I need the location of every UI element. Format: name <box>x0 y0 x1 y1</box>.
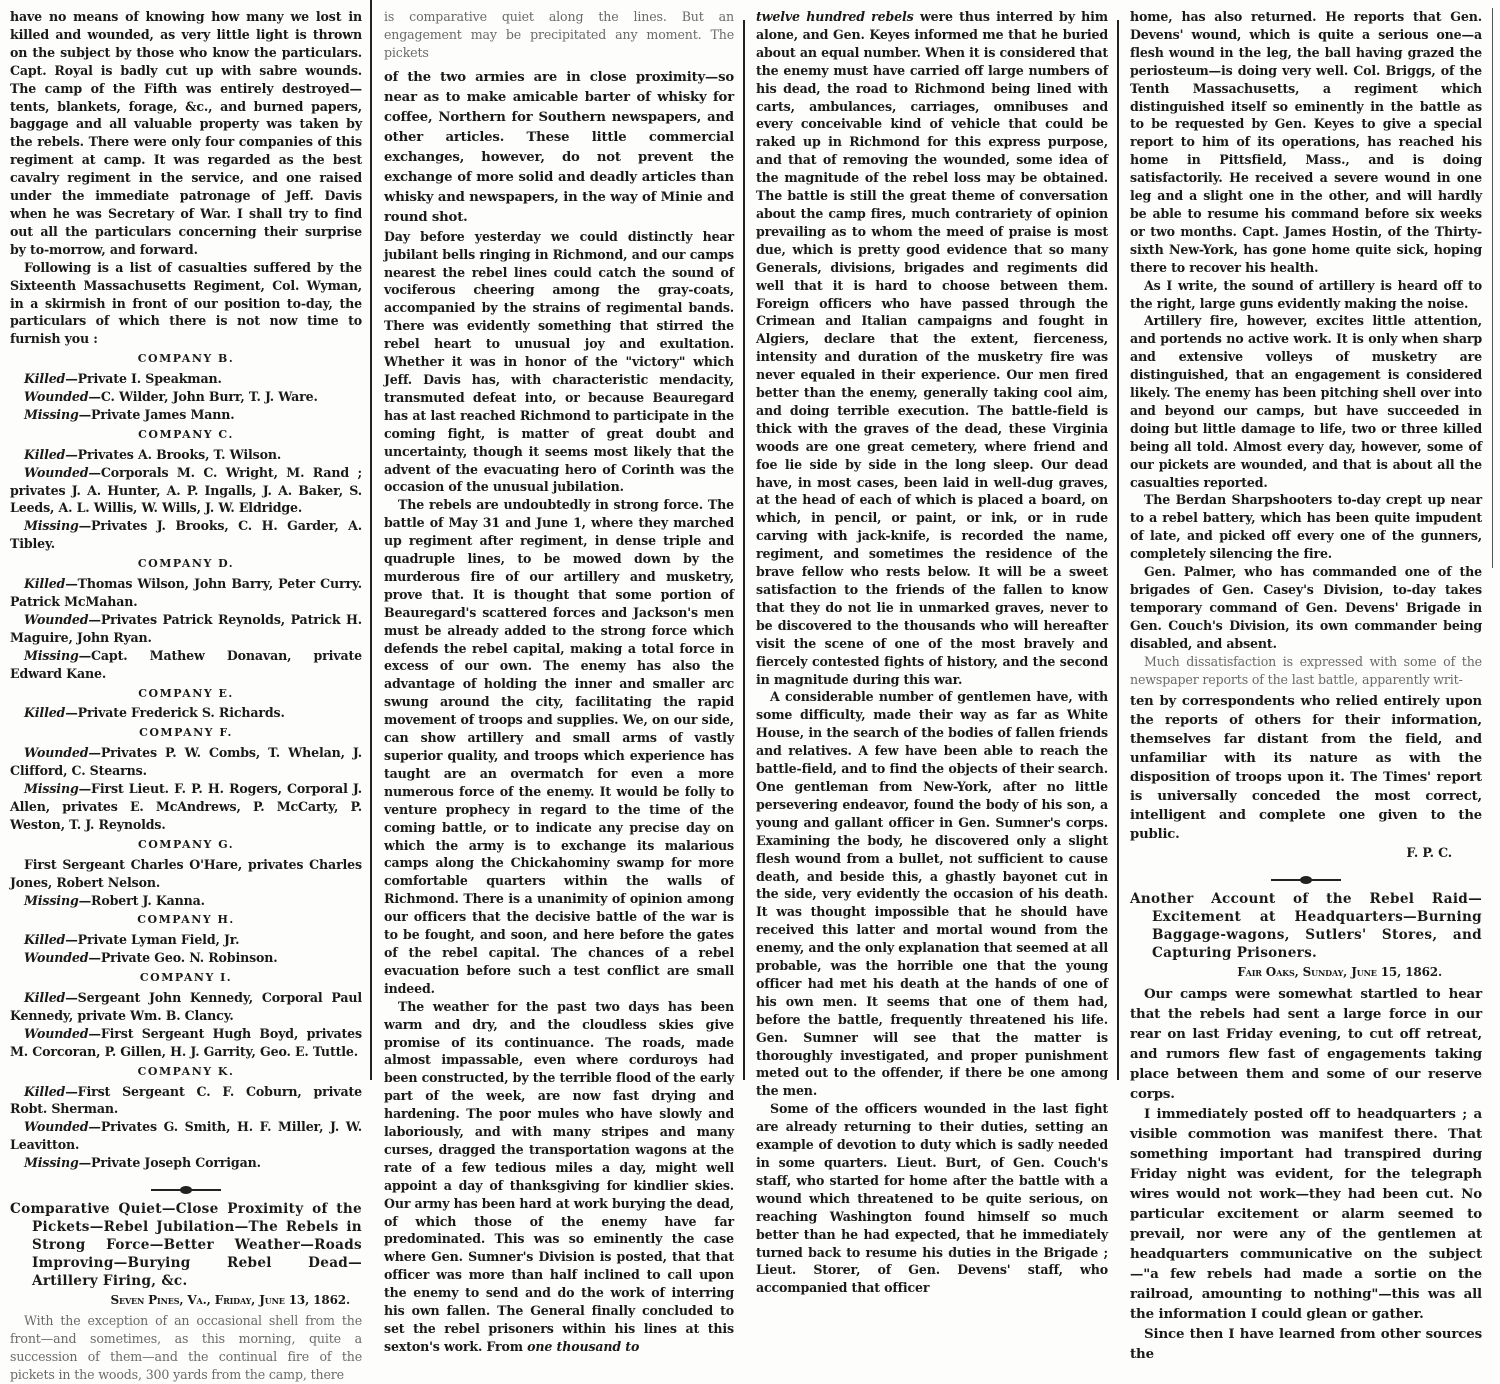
casualty-names: —C. Wilder, John Burr, T. J. Ware. <box>88 389 318 405</box>
casualty-label: Killed <box>24 990 66 1006</box>
paragraph: The Berdan Sharpshooters to-day crept up near to a rebel battery, which has been quite impudent of late, and picked off every one of the gunners, completely silencing the fire. <box>1130 492 1482 562</box>
casualty-entry <box>10 388 362 406</box>
paragraph: As I write, the sound of artillery is heard off to the right, large guns evidently making the noise. <box>1130 277 1482 311</box>
casualty-label: Missing <box>24 781 79 797</box>
casualty-label: Missing <box>24 647 79 663</box>
casualty-names: —Private James Mann. <box>78 406 235 422</box>
casualty-label: Killed <box>24 705 66 721</box>
casualty-names: —Corporals M. C. Wright, M. Rand ; privates J. A. Hunter, A. P. Ingalls, J. A. Baker, S. Leeds, A. L. Willis, W. Wills, J. W. Eldridge. <box>10 464 362 516</box>
casualty-entry <box>10 949 362 967</box>
paragraph: Gen. Palmer, who has commanded one of the brigades of Gen. Casey's Division, to-day takes temporary command of Gen. Devens' Brigade in Gen. Couch's Division, its own commander being disabled, and absent. <box>1130 564 1482 651</box>
casualty-label: Missing <box>24 892 79 908</box>
casualty-label: Wounded <box>24 1119 89 1135</box>
casualty-entry <box>10 575 362 611</box>
casualty-label: Killed <box>24 932 66 948</box>
casualty-label: Wounded <box>24 745 89 761</box>
casualty-entry <box>10 744 362 780</box>
casualty-entry <box>10 464 362 518</box>
casualty-names: —Private I. Speakman. <box>65 371 222 387</box>
casualty-entry <box>10 517 362 553</box>
paragraph: The rebels are undoubtedly in strong force. The battle of May 31 and June 1, where they marched up regiment after regiment, in dense triple and quadruple lines, to be mowed down by the murderous fire of our artillery and musketry, prove that. It is thought that some portion of Beauregard's scattered forces and Jackson's men must be already added to the strong force which defends the rebel capital, making a total force in excess of our own. The enemy has also the advantage of holding the inner and smaller arc swung around the city, facilitating the rapid movement of troops and supplies. We, on our side, can show artillery and small arms of vastly superior quality, and troops which experience has taught are an overmatch for even a more numerous force of the enemy. It would be folly to venture prophecy in regard to the time of the coming battle, or to indicate any precise day on which the army is to exchange its malarious camps along the Chickahominy swamp for more comfortable quarters within the walls of Richmond. There is a unanimity of opinion among our officers that the decisive battle of the war is to be fought, and soon, and here before the gates of the rebel capital. The chances of a rebel evacuation before such a test conflict are small indeed. <box>384 497 734 996</box>
paragraph: is comparative quiet along the lines. But an engagement may be precipitated any moment. The pickets <box>384 9 734 60</box>
casualty-entry <box>10 989 362 1025</box>
casualty-label: Missing <box>24 1155 79 1171</box>
casualty-label: Wounded <box>24 1025 89 1041</box>
casualty-label: Killed <box>24 1083 66 1099</box>
paragraph: of the two armies are in close proximity—so near as to make amicable barter of whisky for coffee, Northern for Southern newspapers, and other articles. These little commercial exchanges, however, do not prevent the exchange of more solid and deadly articles than whisky and newspapers, in the way of Minie and round shot. <box>384 69 734 225</box>
casualty-entry <box>10 446 362 464</box>
casualty-names: —Private Joseph Corrigan. <box>78 1155 261 1171</box>
casualty-names: —Private Lyman Field, Jr. <box>65 932 240 948</box>
column-3 <box>746 0 1118 1296</box>
casualty-names: —Privates G. Smith, H. F. Miller, J. W. Leavitton. <box>10 1119 362 1153</box>
casualty-entry <box>10 892 362 910</box>
paragraph: home, has also returned. He reports that Gen. Devens' wound, which is quite a serious one—a flesh wound in the leg, the ball having grazed the periosteum—is doing very well. Col. Briggs, of the Tenth Massachusetts, a regiment which distinguished itself so eminently in the battle as to be requested by Gen. Keyes to give a special report to him of its operations, has reached his home in Pittsfield, Mass., and is doing satisfactorily. He received a severe wound in one leg and a slight one in the other, and will hardly be able to resume his command before six weeks or two months. Capt. James Hostin, of the Thirty-sixth New-York, has gone home quite sick, hoping there to recover his health. <box>1130 9 1482 275</box>
dateline: Fair Oaks, Sunday, June 15, 1862. <box>1237 965 1442 980</box>
casualty-entry <box>10 704 362 722</box>
casualty-names: —Thomas Wilson, John Barry, Peter Curry. Patrick McMahan. <box>10 576 362 609</box>
paragraph <box>384 998 734 1356</box>
casualty-names: —First Sergeant C. F. Coburn, private Robt. Sherman. <box>10 1083 362 1117</box>
column-4 <box>1120 0 1492 1363</box>
casualty-label: Wounded <box>24 611 89 627</box>
separator-rule <box>1130 868 1482 886</box>
casualty-entry <box>10 780 362 834</box>
casualty-names: First Sergeant Charles O'Hare, privates Charles Jones, Robert Nelson. <box>10 856 362 890</box>
paragraph: Our camps were somewhat startled to hear that the rebels had sent a large force in our rear on last Friday evening, to cut off retreat, and rumors flew fast of engagements taking place between them and some of our reserve corps. <box>1130 986 1482 1103</box>
casualty-entry <box>10 931 362 949</box>
casualty-list <box>10 350 362 1172</box>
casualty-entry <box>10 1083 362 1119</box>
company-heading: COMPANY D. <box>137 557 235 571</box>
paragraph: Artillery fire, however, excites little attention, and portends no active work. It is only when sharp and extensive volleys of musketry are distinguished, that an engagement is considered likely. The enemy has been pitching shell over into and beyond our camps, but have succeeded in doing but little damage to life, two or three killed being all told. Almost every day, however, some of our pickets are wounded, and that is about all the casualties reported. <box>1130 313 1482 490</box>
casualty-names: —Privates P. W. Combs, T. Whelan, J. Clifford, C. Stearns. <box>10 745 362 779</box>
casualty-names: —Sergeant John Kennedy, Corporal Paul Kennedy, private Wm. B. Clancy. <box>10 990 362 1023</box>
casualty-names: —Privates A. Brooks, T. Wilson. <box>65 446 282 462</box>
company-heading: COMPANY K. <box>137 1064 235 1078</box>
column-rule <box>1492 8 1493 568</box>
column-1 <box>0 0 372 1382</box>
casualty-entry <box>10 406 362 424</box>
company-heading: COMPANY I. <box>139 971 233 985</box>
company-heading: COMPANY F. <box>139 726 233 740</box>
italic-text: twelve hundred rebels <box>756 9 914 24</box>
casualty-names: —Private Frederick S. Richards. <box>65 705 285 721</box>
casualty-entry <box>10 856 362 892</box>
article-headline: Another Account of the Rebel Raid—Excitement at Headquarters—Burning Baggage-wagons, Sutlers' Stores, and Capturing Prisoners. <box>1130 891 1482 962</box>
casualty-names: —Privates Patrick Reynolds, Patrick H. Maguire, John Ryan. <box>10 611 362 645</box>
separator-rule <box>10 1178 362 1196</box>
casualty-label: Missing <box>24 518 79 534</box>
column-2 <box>374 0 744 1354</box>
casualty-label: Wounded <box>24 389 89 405</box>
casualty-label: Killed <box>24 576 66 592</box>
casualty-names: —Private Geo. N. Robinson. <box>88 950 278 966</box>
casualty-entry <box>10 1154 362 1172</box>
company-heading: COMPANY H. <box>137 913 235 927</box>
casualty-names: —First Sergeant Hugh Boyd, privates M. Corcoran, P. Gillen, H. J. Garrity, Geo. E. Tuttle. <box>10 1025 362 1059</box>
dateline: Seven Pines, Va., Friday, June 13, 1862. <box>110 1293 350 1307</box>
casualty-entry <box>10 1025 362 1061</box>
paragraph: Following is a list of casualties suffered by the Sixteenth Massachusetts Regiment, Col. Wyman, in a skirmish in front of our position to-day, the particulars of which there is not now time to furnish you : <box>10 259 362 347</box>
casualty-entry <box>10 370 362 388</box>
casualty-label: Missing <box>24 406 79 422</box>
casualty-names: —Capt. Mathew Donavan, private Edward Kane. <box>10 647 362 681</box>
casualty-label: Killed <box>24 446 66 462</box>
casualty-names: —First Lieut. F. P. H. Rogers, Corporal J. Allen, privates E. McAndrews, P. McCarty, P. Weston, T. J. Reynolds. <box>10 781 362 832</box>
company-heading: COMPANY G. <box>137 837 235 851</box>
italic-text: one thousand to <box>527 1338 640 1354</box>
article-headline: Comparative Quiet—Close Proximity of the Pickets—Rebel Jubilation—The Rebels in Strong Force—Better Weather—Roads Improving—Burying Rebel Dead—Artillery Firing, &c. <box>10 1201 362 1289</box>
paragraph: A considerable number of gentlemen have, with some difficulty, made their way as far as White House, in the search of the bodies of fallen friends and relatives. A few have been able to reach the battle-field, and to find the objects of their search. One gentleman from New-York, after no little persevering endeavor, found the body of his son, a young and gallant officer in Gen. Sumner's corps. Examining the body, he discovered only a slight flesh wound from a bullet, not sufficient to cause death, and beside this, a ghastly bayonet cut in the side, very evidently the occasion of his death. It was thought impossible that he should have received this latter and mortal wound from the enemy, and the only explanation that seemed at all probable, was the horrible one that the young officer had met his death at the hands of one of his own men. It seems that one of them had, before the battle, frequently threatened his life. Gen. Sumner will see that the matter is thoroughly investigated, and proper punishment meted out to the offender, if there be one among the men. <box>756 689 1109 1099</box>
paragraph: Much dissatisfaction is expressed with some of the newspaper reports of the last battle, apparently writ- <box>1130 653 1482 687</box>
casualty-entry <box>10 1118 362 1154</box>
paragraph <box>756 8 1108 688</box>
company-heading: COMPANY C. <box>138 427 234 441</box>
company-heading: COMPANY E. <box>138 686 234 700</box>
casualty-label: Wounded <box>24 950 89 966</box>
casualty-entry <box>10 611 362 647</box>
casualty-names: —Privates J. Brooks, C. H. Garder, A. Tibley. <box>10 518 362 552</box>
casualty-label: Killed <box>24 371 66 387</box>
signature: F. P. C. <box>1406 845 1452 861</box>
paragraph: have no means of knowing how many we lost in killed and wounded, as very little light is thrown on the subject by those who know the particulars. Capt. Royal is badly cut up with sabre wounds. The camp of the Fifth was entirely destroyed—tents, blankets, forage, &c., and burned papers, baggage and all valuable property was taken by the rebels. There were only four companies of this regiment at camp. It was regarded as the best cavalry regiment in the service, and one raised under the immediate patronage of Jeff. Davis when he was Secretary of War. I shall try to find out all the particulars concerning their surprise by to-morrow, and forward. <box>10 9 362 257</box>
text: The weather for the past two days has been warm and dry, and the cloudless skies give promise of its continuance. The roads, made almost impassable, even where corduroys had been constructed, by the terrible flood of the early part of the week, are now fast drying and hardening. The poor mules who have slowly and laboriously, and with many stripes and many curses, dragged the transportation wagons at the rate of a few tedious miles a day, might well appoint a day of thanksgiving for kindlier skies. Our army has been hard at work burying the dead, of which those of the enemy have far predominated. This was so eminently the case where Gen. Sumner's Division is posted, that that officer was more than half inclined to call upon the enemy to send and do the work of interring his own fallen. The General finally concluded to set the rebel prisoners within his lines at this sexton's work. From <box>384 998 735 1354</box>
paragraph: Since then I have learned from other sources the <box>1130 1326 1482 1363</box>
casualty-names: —Robert J. Kanna. <box>78 892 205 908</box>
paragraph: I immediately posted off to headquarters ; a visible commotion was manifest there. That something important had transpired during Friday night was evident, for the telegraph wires would not work—they had been cut. No particular excitement or alarm seemed to prevail, nor were any of the gentlemen at headquarters communicative on the subject—"a few rebels had made a sortie on the railroad, amounting to nothing"—this was all the information I could glean or gather. <box>1130 1106 1482 1323</box>
text: were thus interred by him alone, and Gen. Keyes informed me that he buried about an equal number. When it is considered that the enemy must have carried off large numbers of his dead, the road to Richmond being lined with carts, ambulances, carriages, omnibuses and every conceivable kind of vehicle that could be raked up in Richmond for this express purpose, and that of removing the wounded, some idea of the magnitude of the rebel loss may be obtained. The battle is still the great theme of conversation about the camp fires, much contrariety of opinion prevailing as to whom the meed of praise is most due, which is pretty good evidence that so many Generals, divisions, brigades and regiments did well that it is hard to choose between them. Foreign officers who have passed through the Crimean and Italian campaigns and fought in Algiers, declare that the extent, fierceness, intensity and duration of the musketry fire was never equaled in their experience. Our men fired better than the enemy, generally taking cool aim, and doing terrible execution. The battle-field is thick with the graves of the dead, these Virginia woods are one great cemetery, where friend and foe lie side by side in the long sleep. Our dead have, in most cases, been laid in well-dug graves, at the head of each of which is placed a board, on which, in pencil, or paint, or ink, or in rude carving with jack-knife, is recorded the name, regiment, and sometimes the residence of the brave fellow who rests below. It will be a sweet satisfaction to the friends of the fallen to know that they do not lie in unmarked graves, never to be discovered to the thousands who will hereafter visit the scene of one of the most bravely and fiercely contested fights of history, and the second in magnitude during this war. <box>756 9 1108 687</box>
company-heading: COMPANY B. <box>137 352 235 366</box>
paragraph: ten by correspondents who relied entirely upon the reports of others for their information, themselves far distant from the field, and unfamiliar with its nature as with the disposition of troops upon it. The Times' report is universally conceded the most correct, intelligent and complete one given to the public. <box>1130 694 1482 843</box>
casualty-label: Wounded <box>24 464 89 480</box>
paragraph: Some of the officers wounded in the last fight are already returning to their duties, setting an example of devotion to duty which is sadly needed in some quarters. Lieut. Burt, of Gen. Couch's staff, who started for home after the battle with a wound which threatened to be quite serious, on reaching Washington found himself so much better than he had expected, that he immediately turned back to resume his duties in the Brigade ; Lieut. Storer, of Gen. Devens' staff, who accompanied that officer <box>756 1101 1108 1296</box>
paragraph: With the exception of an occasional shell from the front—and sometimes, as this morning, quite a succession of them—and the continual fire of the pickets in the woods, 300 yards from the camp, there <box>10 1312 362 1382</box>
casualty-entry <box>10 647 362 683</box>
paragraph: Day before yesterday we could distinctly hear jubilant bells ringing in Richmond, and our camps nearest the rebel lines could catch the sound of vociferous cheering among the gray-coats, accompanied by the strains of regimental bands. There was evidently something that stirred the rebel heart to unusual joy and exultation. Whether it was in honor of the "victory" which Jeff. Davis has, with characteristic mendacity, transmuted defeat into, or because Beauregard has at last reached Richmond to participate in the coming fight, is matter of great doubt and uncertainty, though it seems most likely that the advent of the evacuating hero of Corinth was the occasion of the unusual jubilation. <box>384 228 734 495</box>
